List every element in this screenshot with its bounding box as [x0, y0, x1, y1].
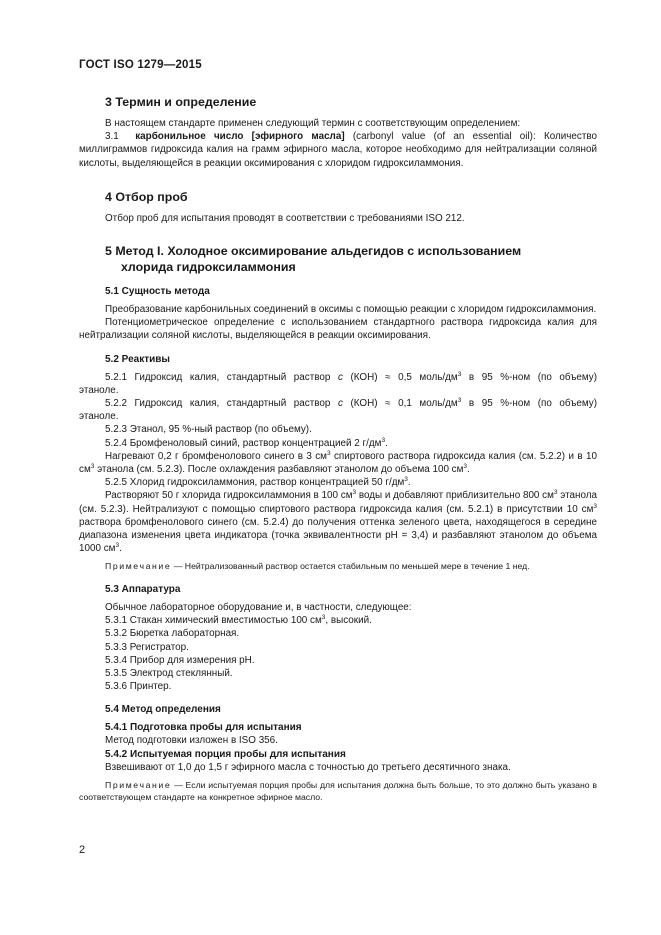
section-5-4-1-heading: 5.4.1 Подготовка пробы для испытания	[105, 722, 302, 734]
section-5-4-heading: 5.4 Метод определения	[105, 704, 221, 716]
item-5-2-5: 5.2.5 Хлорид гидроксиламмония, раствор концентрацией 50 $г/дм^3$.	[105, 476, 411, 489]
section-3-intro: В настоящем стандарте применен следующий термин с соответствующим определением:	[105, 118, 521, 129]
section-5-heading	[79, 243, 597, 275]
note-label: Примечание	[105, 779, 172, 790]
note-text: — Нейтрализованный раствор остается стабильным по меньшей мере в течение 1 нед.	[171, 561, 530, 572]
note-5-4-2	[79, 779, 597, 804]
page-number: 2	[79, 844, 86, 856]
section-5-3-heading: 5.3 Аппаратура	[105, 583, 181, 595]
document-body	[79, 94, 597, 804]
item-5-3-2: 5.3.2 Бюретка лабораторная.	[105, 628, 240, 640]
note-5-2	[79, 560, 597, 573]
item-5-2-5-preparation: Растворяют 50 г хлорида гидроксиламмония в 100 $см^3$ воды и добавляют приблизительно 800 $см^3$ этанола (см. 5.2.3). Нейтрализуют с помощью спиртового раствора гидроксида калия (см. 5.2.1) в присутствии 10 $см^3$ раствора бромфенолового синего (см. 5.2.4) до получения оттенка зеленого цвета, находящегося в середине диапазона изменения цвета индикатора (точка эквивалентности рН = 3,4) и разбавляют этанолом до объема 1000 $см^3$.	[79, 489, 597, 555]
item-5-2-3: 5.2.3 Этанол, 95 %-ный раствор (по объему).	[105, 424, 312, 436]
section-5-4-2-text: Взвешивают от 1,0 до 1,5 г эфирного масла с точностью до третьего десятичного знака.	[105, 761, 511, 773]
definition-number: 3.1	[105, 131, 119, 143]
section-5-4-2-heading: 5.4.2 Испытуемая порция пробы для испытания	[105, 748, 346, 760]
document-header: ГОСТ ISO 1279—2015	[79, 59, 202, 71]
section-5-1-para-2: Потенциометрическое определение с использованием стандартного раствора гидроксида калия для нейтрализации соляной кислоты, выделяющейся в реакции оксимирования.	[79, 317, 597, 342]
item-5-3-5: 5.3.5 Электрод стеклянный.	[105, 667, 233, 679]
section-5-heading-line1: 5 Метод I. Холодное оксимирование альдегидов с использованием	[105, 244, 522, 259]
definition-text: (carbonyl value (of an essential oil): Количество миллиграммов гидроксида калия на грамм эфирного масла, которое необходимо для нейтрализации соляной кислоты, выделяющейся в реакции оксимирования с хлоридом гидроксиламмония.	[79, 131, 597, 169]
section-4-heading: 4 Отбор проб	[105, 189, 188, 204]
section-5-heading-line2: хлорида гидроксиламмония	[121, 260, 296, 275]
item-5-3-3: 5.3.3 Регистратор.	[105, 641, 189, 653]
definition-3-1	[79, 130, 597, 170]
definition-term: карбонильное число [эфирного масла]	[135, 131, 345, 143]
section-5-1-para-1: Преобразование карбонильных соединений в оксимы с помощью реакции с хлоридом гидроксиламмония.	[105, 304, 597, 316]
section-5-1-heading: 5.1 Сущность метода	[105, 286, 210, 298]
note-text: — Если испытуемая порция пробы для испытания должна быть больше, то это должно быть указано в соответствующем стандарте на конкретное эфирное масло.	[79, 779, 597, 803]
item-5-2-4: 5.2.4 Бромфеноловый синий, раствор концентрацией 2 $г/дм^3$.	[105, 436, 388, 449]
section-4-text: Отбор проб для испытания проводят в соответствии с требованиями ISO 212.	[105, 212, 465, 224]
item-5-3-6: 5.3.6 Принтер.	[105, 681, 172, 693]
item-5-3-1: 5.3.1 Стакан химический вместимостью 100 $см^3$, высокий.	[105, 614, 372, 627]
item-5-2-1: 5.2.1 Гидроксид калия, стандартный раствор c (КОН) ≈ 0,5 моль/$дм^3$ в 95 %-ном (по объему) этаноле.	[79, 370, 598, 396]
section-5-2-heading: 5.2 Реактивы	[105, 353, 170, 365]
item-5-2-4-preparation: Нагревают 0,2 г бромфенолового синего в 3 $см^3$ спиртового раствора гидроксида калия (см. 5.2.2) и в 10 $см^3$ этанола (см. 5.2.3). После охлаждения разбавляют этанолом до объема 100 $см^3$.	[79, 449, 597, 476]
section-5-4-1-text: Метод подготовки изложен в ISO 356.	[105, 735, 278, 747]
section-5-3-intro: Обычное лабораторное оборудование и, в частности, следующее:	[105, 601, 412, 613]
section-3-heading: 3 Термин и определение	[105, 95, 257, 109]
item-5-2-2: 5.2.2 Гидроксид калия, стандартный раствор c (КОН) ≈ 0,1 моль/$дм^3$ в 95 %-ном (по объему) этаноле.	[79, 397, 598, 423]
item-5-3-4: 5.3.4 Прибор для измерения рН.	[105, 654, 255, 666]
note-label: Примечание	[105, 561, 172, 572]
